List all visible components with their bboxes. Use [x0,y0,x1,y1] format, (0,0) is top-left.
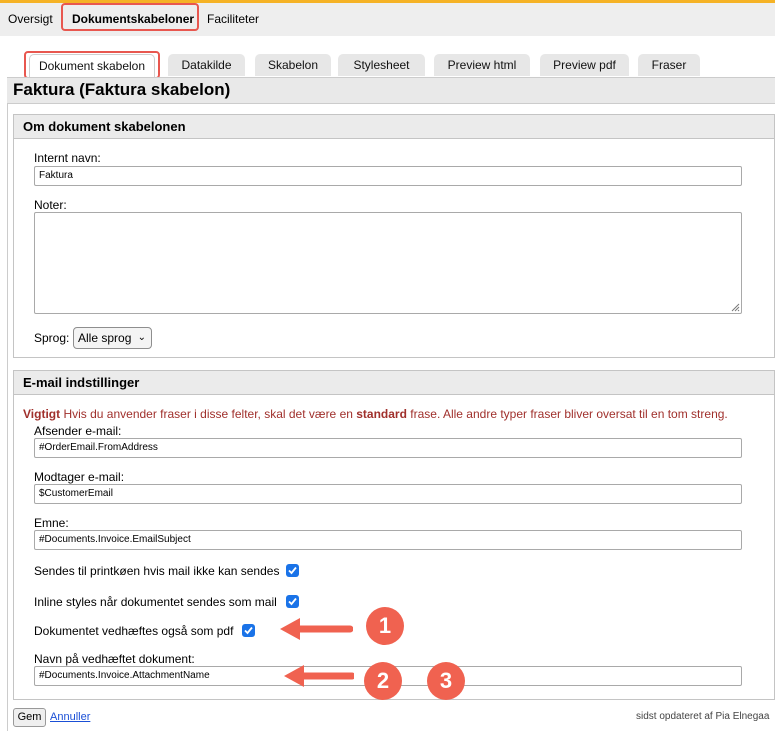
internal-name-input[interactable]: Faktura [34,166,742,186]
check-icon [243,625,254,636]
nav-dokumentskabeloner[interactable]: Dokumentskabeloner [72,12,195,26]
save-button[interactable]: Gem [13,708,46,727]
recipient-email-input[interactable]: $CustomerEmail [34,484,742,504]
chevron-down-icon: ⌄ [137,332,146,343]
language-select-value: Alle sprog [78,331,132,345]
tab-datakilde[interactable]: Datakilde [168,54,245,76]
tab-stylesheet[interactable]: Stylesheet [338,54,425,76]
warning-strong: Vigtigt [23,407,61,421]
language-select[interactable] [73,327,152,349]
warning-text-1: Hvis du anvender fraser i disse felter, skal det være en [60,407,357,421]
tab-fraser[interactable]: Fraser [638,54,700,76]
attachment-name-input[interactable]: #Documents.Invoice.AttachmentName [34,666,742,686]
resize-grip-icon[interactable] [730,302,740,312]
annotation-arrow-left-icon [278,617,353,641]
internal-name-label: Internt navn: [34,151,101,165]
attachment-name-label: Navn på vedhæftet dokument: [34,652,195,666]
nav-highlight-box [61,3,199,31]
notes-textarea[interactable] [34,212,742,314]
subject-input[interactable]: #Documents.Invoice.EmailSubject [34,530,742,550]
tab-skabelon[interactable]: Skabelon [255,54,331,76]
tab-preview-pdf[interactable]: Preview pdf [540,54,629,76]
email-panel-title: E-mail indstillinger [23,375,140,390]
warning-text-2: frase. Alle andre typer fraser bliver oversat til en tom streng. [406,407,728,421]
annotation-arrow-left-icon [282,664,354,688]
tab-highlight-box [24,51,160,79]
print-queue-checkbox[interactable] [286,564,299,577]
annotation-badge-1: 1 [366,607,404,645]
check-icon [287,596,298,607]
annotation-badge-3: 3 [427,662,465,700]
check-icon [287,565,298,576]
email-warning [23,407,728,421]
nav-faciliteter[interactable]: Faciliteter [207,12,260,26]
notes-label: Noter: [34,198,67,212]
print-queue-label: Sendes til printkøen hvis mail ikke kan sendes [34,564,280,578]
warning-bold-standard: standard [356,407,407,421]
nav-oversigt[interactable]: Oversigt [8,12,53,26]
sender-email-input[interactable]: #OrderEmail.FromAddress [34,438,742,458]
attach-pdf-checkbox[interactable] [242,624,255,637]
tab-dokument-skabelon[interactable]: Dokument skabelon [29,54,155,77]
inline-styles-label: Inline styles når dokumentet sendes som mail [34,595,277,609]
language-label: Sprog: [34,331,70,345]
tab-preview-html[interactable]: Preview html [434,54,530,76]
subject-label: Emne: [34,516,69,530]
attach-pdf-label: Dokumentet vedhæftes også som pdf [34,624,234,638]
sender-label: Afsender e-mail: [34,424,122,438]
annotation-badge-2: 2 [364,662,402,700]
inline-styles-checkbox[interactable] [286,595,299,608]
recipient-label: Modtager e-mail: [34,470,125,484]
about-panel-title: Om dokument skabelonen [23,119,186,134]
page-title: Faktura (Faktura skabelon) [13,80,231,99]
last-updated-text: sidst opdateret af Pia Elnegaa [636,711,770,722]
cancel-link[interactable]: Annuller [50,711,91,723]
